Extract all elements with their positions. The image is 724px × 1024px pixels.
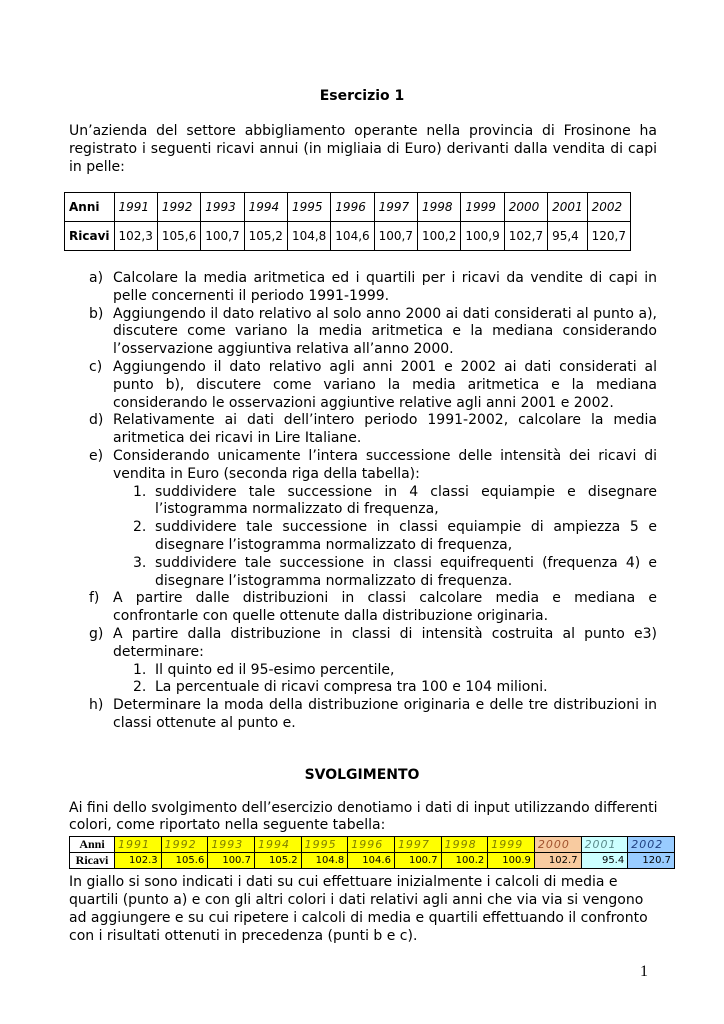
item-text: Aggiungendo il dato relativo al solo anno 2000 ai dati considerati al punto a), discutere come variano la media aritmetica e la mediana considerando l’osservazione aggiuntiva relativa all’anno 2000. [113,305,657,358]
year-cell: 1998 [441,837,488,853]
year-cell: 2000 [534,837,581,853]
year-cell: 1996 [331,193,374,222]
year-cell: 2000 [504,193,547,222]
intro-paragraph: Un’azienda del settore abbigliamento operante nella provincia di Frosinone ha registrato i seguenti ricavi annui (in migliaia di Euro) derivanti dalla vendita di capi in pelle: [69,123,657,175]
colored-data-table [69,836,675,869]
year-cell: 1992 [157,193,200,222]
year-cell: 1997 [374,193,417,222]
item-text: Relativamente ai dati dell’intero periodo 1991-2002, calcolare la media aritmetica dei ricavi in Lire Italiane. [113,412,657,447]
sub-item-marker: 1. [133,661,147,678]
item-marker: g) [89,625,104,642]
list-item [69,270,657,306]
sub-list-item [113,662,657,680]
year-cell: 1995 [301,837,348,853]
value-cell: 120,7 [587,222,630,251]
year-cell: 1997 [394,837,441,853]
year-cell: 1992 [161,837,208,853]
value-cell: 102,3 [114,222,157,251]
value-cell: 104,8 [287,222,330,251]
item-marker: d) [89,412,104,429]
value-cell: 105,6 [157,222,200,251]
year-cell: 1993 [208,837,255,853]
year-cell: 2001 [548,193,588,222]
value-cell: 95,4 [548,222,588,251]
year-cell: 1994 [244,193,287,222]
revenues-row [65,222,631,251]
exercise-title: Esercizio 1 [319,88,405,104]
sub-list [113,662,657,698]
page-number: 1 [640,963,648,980]
year-cell: 1999 [461,193,504,222]
value-cell: 104,6 [331,222,374,251]
year-cell: 2002 [628,837,675,853]
solution-intro: Ai fini dello svolgimento dell’esercizio denotiamo i dati di input utilizzando differenti colori, come riportato nella seguente tabella: [69,800,658,833]
sub-list-item [113,679,657,697]
value-cell: 100,7 [201,222,244,251]
value-cell: 104.6 [348,853,395,869]
year-cell: 1996 [348,837,395,853]
item-marker: h) [89,697,104,714]
value-cell: 102,7 [504,222,547,251]
solution-title: SVOLGIMENTO [304,767,420,783]
year-cell: 1991 [115,837,162,853]
sub-list-item [113,484,657,520]
list-item [69,306,657,359]
list-item [69,448,657,590]
value-cell: 102.3 [115,853,162,869]
value-cell: 100.7 [394,853,441,869]
list-item [69,359,657,412]
sub-item-marker: 1. [133,483,147,500]
list-item [69,626,657,697]
sub-item-text: suddividere tale successione in 4 classi equiampie e disegnare l’istogramma normalizzato di frequenza, [155,483,657,518]
value-cell: 104.8 [301,853,348,869]
list-item [69,590,657,626]
item-text: Calcolare la media aritmetica ed i quartili per i ricavi da vendite di capi in pelle concernenti il periodo 1991-1999. [113,270,657,304]
sub-list-item [113,519,657,555]
year-cell: 1998 [418,193,461,222]
value-cell: 100,2 [418,222,461,251]
value-cell: 105,2 [244,222,287,251]
years-label: Anni [65,193,115,222]
item-marker: c) [89,358,103,375]
task-list [69,270,657,733]
value-cell: 102.7 [534,853,581,869]
value-cell: 100.7 [208,853,255,869]
sub-item-marker: 2. [133,679,147,696]
value-cell: 95.4 [581,853,628,869]
years-label: Anni [70,837,115,853]
item-marker: e) [89,447,104,464]
value-cell: 105.6 [161,853,208,869]
year-cell: 1995 [287,193,330,222]
value-cell: 100,7 [374,222,417,251]
item-text: A partire dalle distribuzioni in classi calcolare media e mediana e confrontarle con quelle ottenute dalla distribuzione originaria. [113,590,657,625]
solution-body: In giallo si sono indicati i dati su cui effettuare inizialmente i calcoli di media e quartili (punto a) e con gli altri colori i dati relativi agli anni che via via si vengono ad aggiungere e su cui ripetere i calcoli di media e quartili effettuando il confronto con i risultati ottenuti in precedenza (punti b e c). [69,874,648,944]
item-marker: b) [89,305,104,322]
year-cell: 2002 [587,193,630,222]
year-cell: 1991 [114,193,157,222]
item-text: Considerando unicamente l’intera successione delle intensità dei ricavi di vendita in Euro (seconda riga della tabella): [113,447,657,482]
sub-item-text: suddividere tale successione in classi equifrequenti (frequenza 4) e disegnare l’istogramma normalizzato di frequenza. [155,554,657,589]
year-cell: 2001 [581,837,628,853]
sub-list [113,484,657,591]
sub-item-text: La percentuale di ricavi compresa tra 100 e 104 milioni. [155,679,548,696]
list-item [69,697,657,733]
sub-list-item [113,555,657,591]
item-text: Aggiungendo il dato relativo agli anni 2001 e 2002 ai dati considerati al punto b), discutere come variano la media aritmetica e la mediana considerando le osservazioni aggiuntive relative agli anni 2001 e 2002. [113,358,657,411]
value-cell: 100.9 [488,853,535,869]
item-marker: a) [89,270,104,286]
years-row [70,837,675,853]
value-cell: 100,9 [461,222,504,251]
value-cell: 120.7 [628,853,675,869]
revenues-label: Ricavi [65,222,115,251]
item-text: A partire dalla distribuzione in classi di intensità costruita al punto e3) determinare: [113,625,657,660]
sub-item-text: suddividere tale successione in classi equiampie di ampiezza 5 e disegnare l’istogramma normalizzato di frequenza, [155,519,657,553]
sub-item-marker: 2. [133,519,147,536]
sub-item-marker: 3. [133,554,147,571]
list-item [69,412,657,448]
value-cell: 105.2 [254,853,301,869]
revenue-table [64,192,631,251]
years-row [65,193,631,222]
value-cell: 100.2 [441,853,488,869]
revenues-row [70,853,675,869]
item-text: Determinare la moda della distribuzione originaria e delle tre distribuzioni in classi ottenute al punto e. [113,697,657,731]
sub-item-text: Il quinto ed il 95-esimo percentile, [155,661,395,678]
year-cell: 1993 [201,193,244,222]
year-cell: 1999 [488,837,535,853]
revenues-label: Ricavi [70,853,115,869]
item-marker: f) [89,590,100,607]
year-cell: 1994 [254,837,301,853]
